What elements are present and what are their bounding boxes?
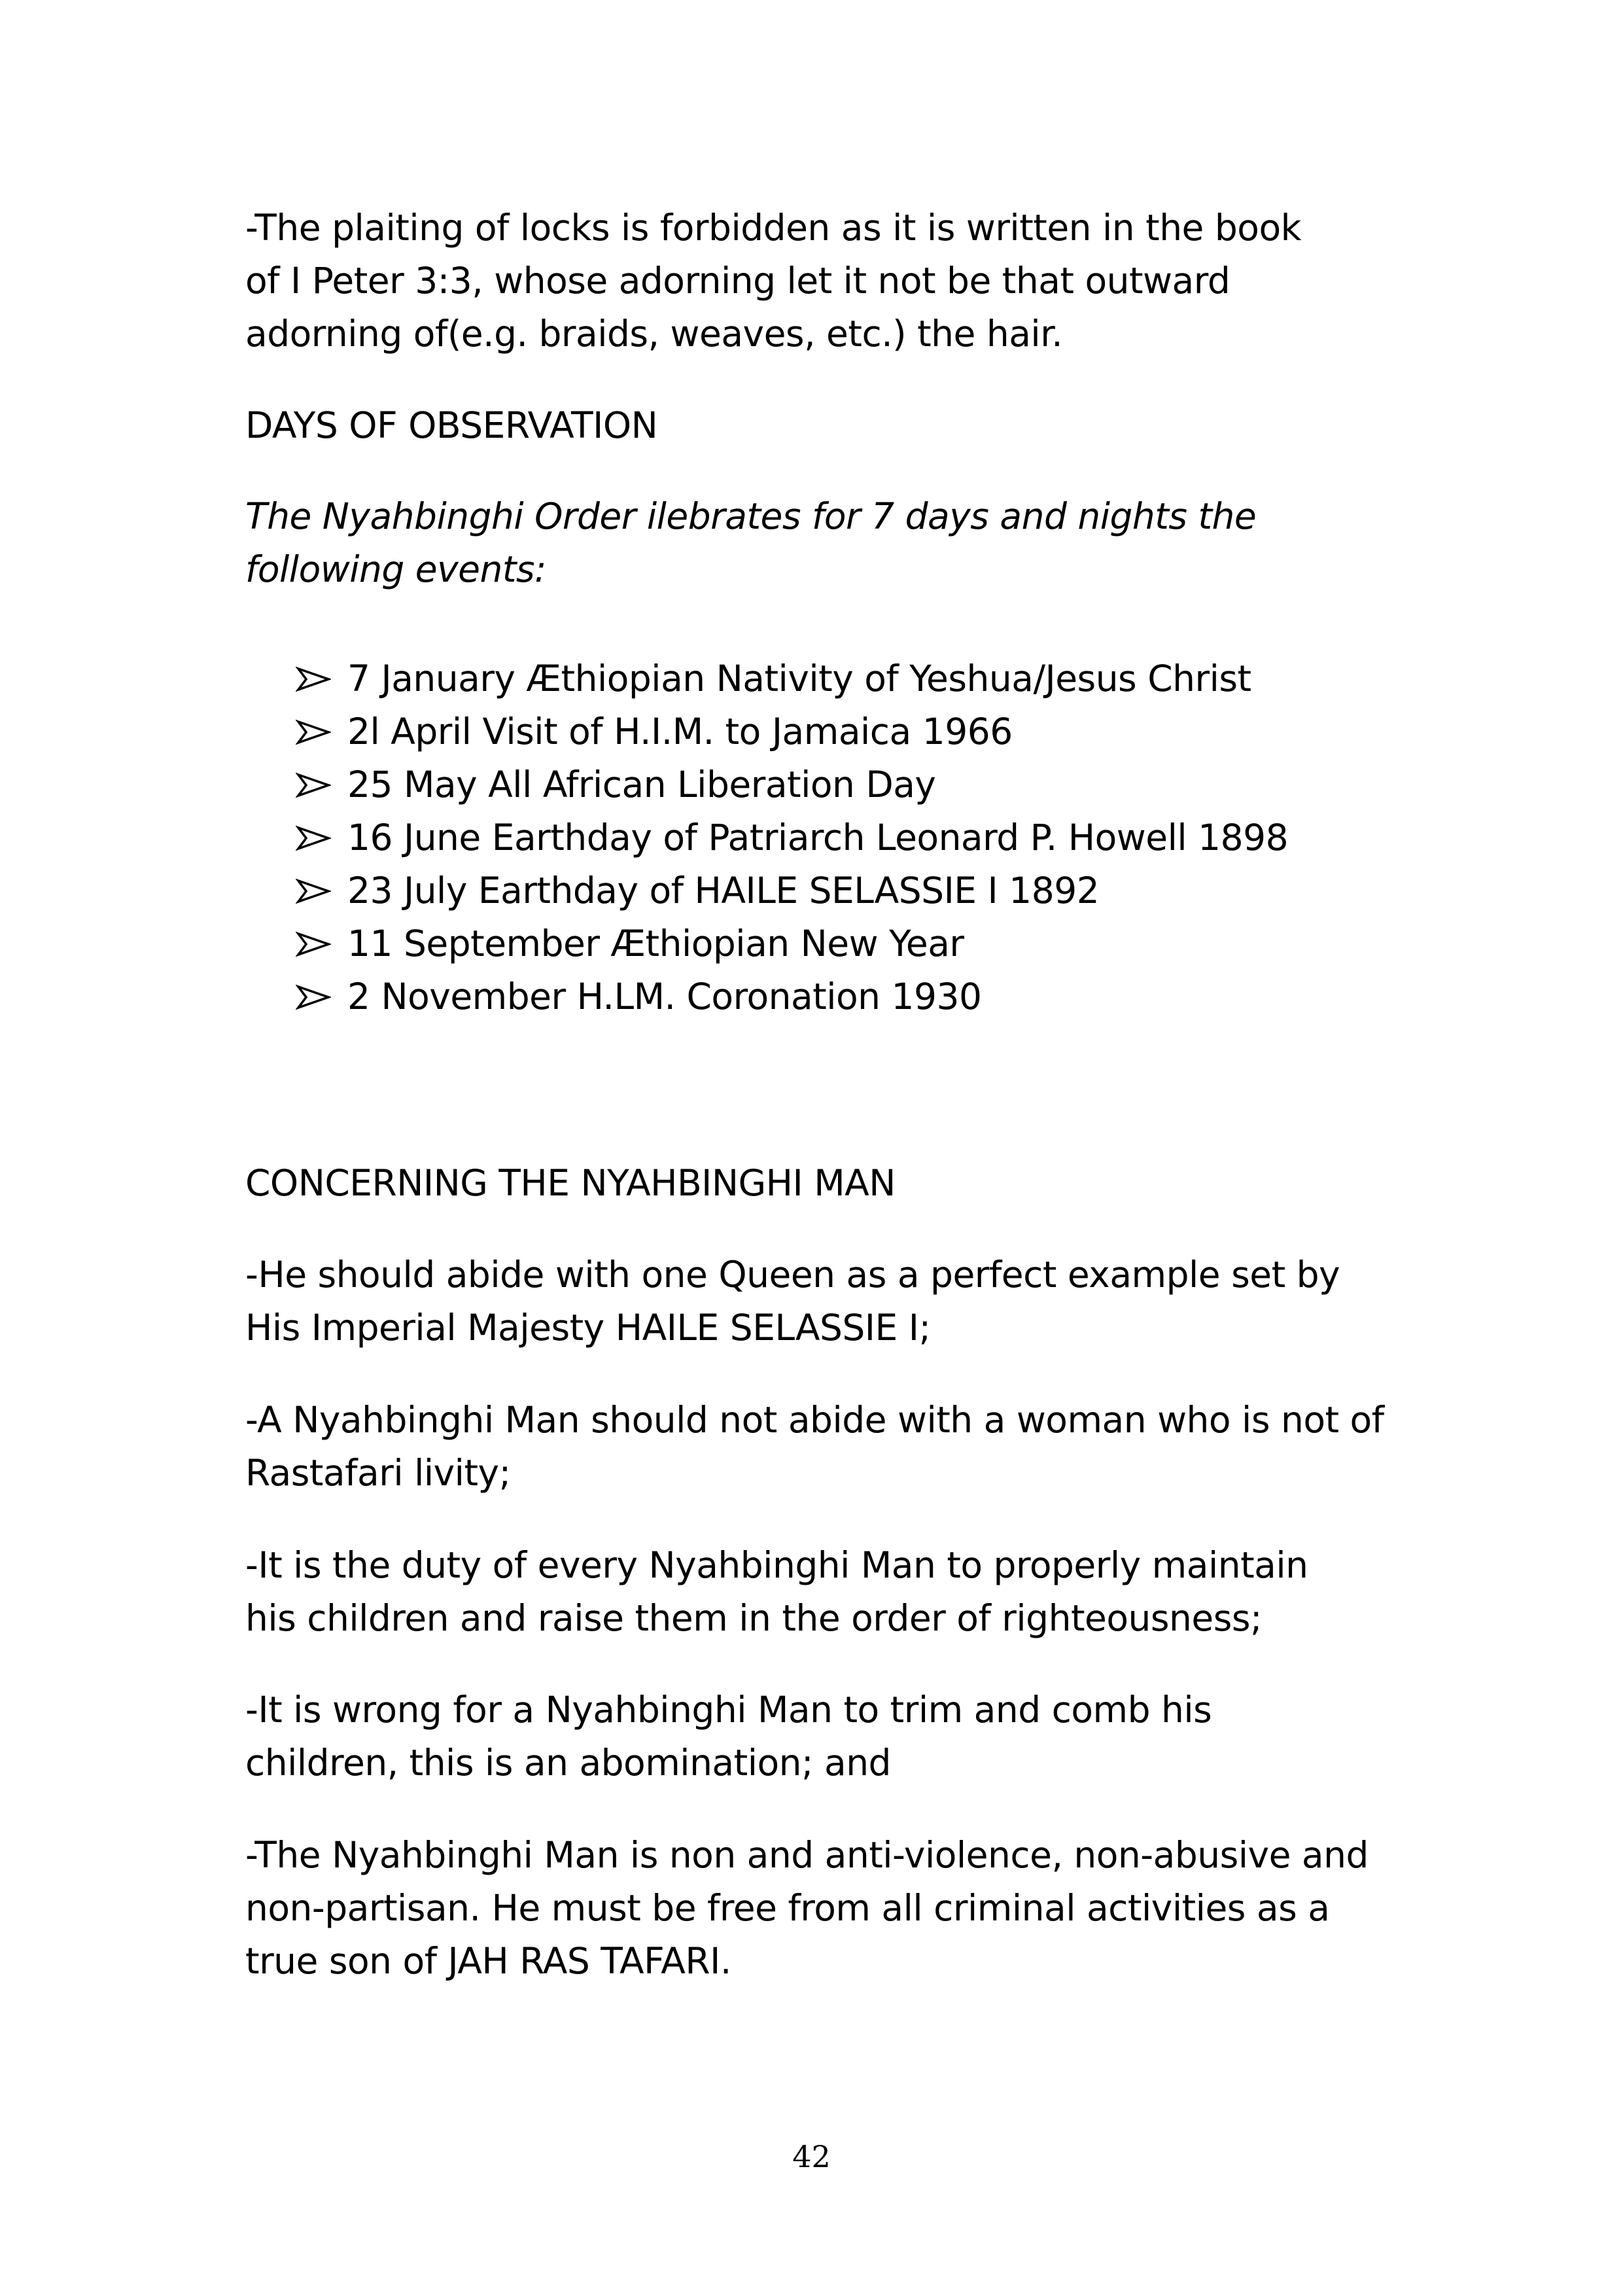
section-heading: DAYS OF OBSERVATION — [245, 404, 658, 446]
man-paragraph-4 — [245, 1684, 1410, 1790]
paragraph-line: following events: — [245, 548, 547, 590]
arrowhead-bullet-icon — [296, 825, 331, 851]
man-heading — [245, 1157, 1410, 1210]
arrowhead-bullet-icon — [296, 931, 331, 957]
observance-text: 2l April Visit of H.I.M. to Jamaica 1966 — [347, 711, 1013, 752]
list-item — [296, 758, 1288, 811]
arrowhead-bullet-icon — [296, 772, 331, 798]
arrowhead-bullet-icon — [296, 878, 331, 904]
paragraph-line: -The plaiting of locks is forbidden as it is written in the book — [245, 207, 1301, 249]
list-item — [296, 705, 1288, 758]
paragraph-line: -It is wrong for a Nyahbinghi Man to trim and comb his — [245, 1689, 1212, 1731]
paragraph-line: -A Nyahbinghi Man should not abide with a woman who is not of — [245, 1399, 1384, 1441]
paragraph-line: non-partisan. He must be free from all criminal activities as a — [245, 1887, 1330, 1929]
observance-text: 23 July Earthday of HAILE SELASSIE I 1892 — [347, 870, 1100, 911]
list-item — [296, 864, 1288, 917]
paragraph-line: true son of JAH RAS TAFARI. — [245, 1940, 731, 1982]
observance-text: 7 January Æthiopian Nativity of Yeshua/Jesus Christ — [347, 658, 1251, 699]
paragraph-line: His Imperial Majesty HAILE SELASSIE I; — [245, 1307, 931, 1349]
paragraph-line: -The Nyahbinghi Man is non and anti-violence, non-abusive and — [245, 1834, 1369, 1876]
paragraph-line: children, this is an abomination; and — [245, 1742, 891, 1784]
list-item — [296, 917, 1288, 970]
paragraph-line: The Nyahbinghi Order ilebrates for 7 days and nights the — [245, 495, 1257, 537]
man-paragraph-5 — [245, 1829, 1410, 1988]
days-heading — [245, 399, 1410, 452]
arrowhead-bullet-icon — [296, 719, 331, 745]
days-intro — [245, 490, 1410, 596]
arrowhead-bullet-icon — [296, 666, 331, 692]
man-paragraph-2 — [245, 1394, 1410, 1500]
observance-text: 16 June Earthday of Patriarch Leonard P. Howell 1898 — [347, 817, 1289, 858]
paragraph-line: -It is the duty of every Nyahbinghi Man to properly maintain — [245, 1544, 1308, 1586]
paragraph-line: of I Peter 3:3, whose adorning let it not be that outward — [245, 260, 1230, 302]
observance-text: 11 September Æthiopian New Year — [347, 923, 964, 964]
observance-text: 25 May All African Liberation Day — [347, 764, 936, 805]
paragraph-line: adorning of(e.g. braids, weaves, etc.) the hair. — [245, 313, 1063, 355]
paragraph-line: -He should abide with one Queen as a perfect example set by — [245, 1254, 1340, 1296]
paragraph-line: his children and raise them in the order of righteousness; — [245, 1597, 1263, 1639]
list-item — [296, 811, 1288, 864]
section-heading: CONCERNING THE NYAHBINGHI MAN — [245, 1162, 896, 1204]
list-item — [296, 970, 1288, 1023]
man-paragraph-3 — [245, 1539, 1410, 1645]
observance-list — [296, 652, 1288, 1023]
list-item — [296, 652, 1288, 705]
page-number: 42 — [792, 2139, 831, 2174]
paragraph-line: Rastafari livity; — [245, 1452, 511, 1494]
locks-paragraph — [245, 202, 1410, 361]
arrowhead-bullet-icon — [296, 984, 331, 1010]
observance-text: 2 November H.LM. Coronation 1930 — [347, 976, 982, 1017]
man-paragraph-1 — [245, 1248, 1410, 1354]
